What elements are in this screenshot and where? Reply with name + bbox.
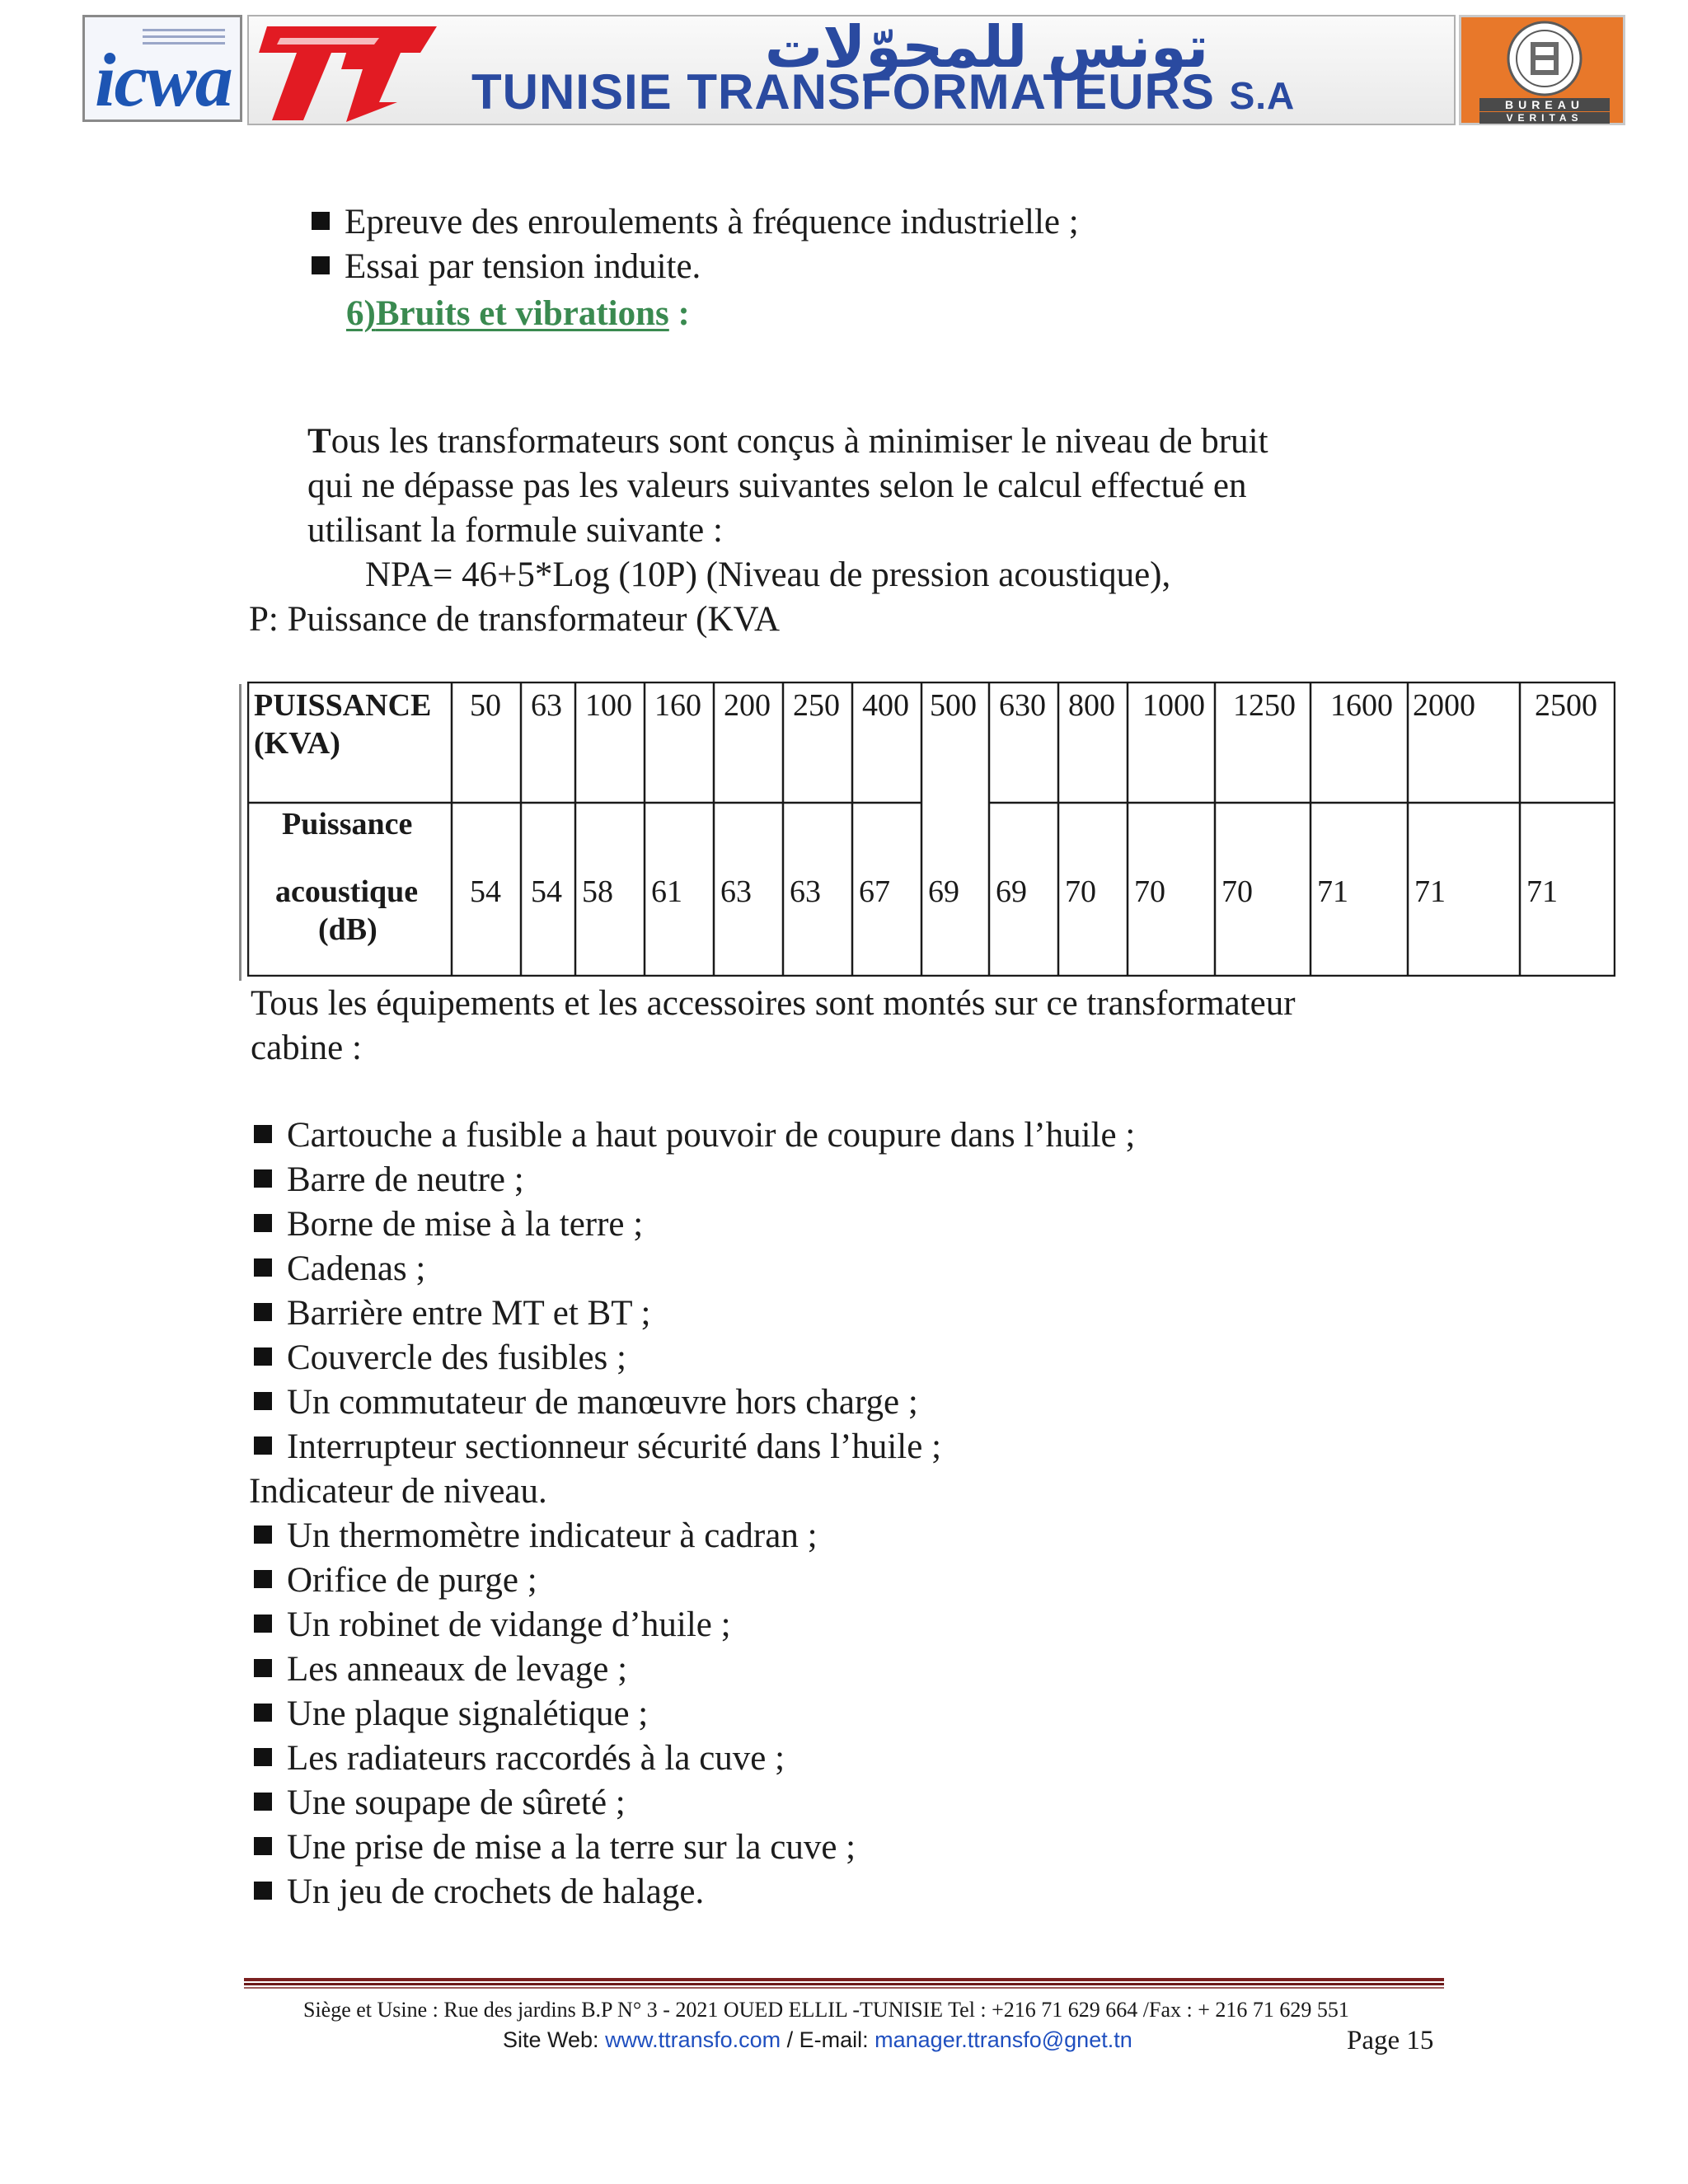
bullet-square-icon [254, 1169, 272, 1188]
icwa-logo [82, 15, 242, 122]
equipment-item-text: Un jeu de crochets de halage. [287, 1872, 705, 1911]
level-indicator-line: Indicateur de niveau. [249, 1472, 547, 1511]
bullet-square-icon [254, 1659, 272, 1677]
table-cell-acoustic: 70 [1134, 874, 1165, 909]
intro-line-1-text: ous les transformateurs sont conçus à minimiser le niveau de bruit [331, 422, 1268, 461]
table-cell-power: 63 [531, 688, 562, 723]
table-header-acoustic-2: acoustique [275, 874, 419, 909]
footer-email-label: / E-mail: [781, 2027, 875, 2052]
certifier-line-1: BUREAU [1479, 98, 1610, 111]
equipment-item [254, 1207, 643, 1242]
equipment-item-text: Un commutateur de manœuvre hors charge ; [287, 1383, 918, 1422]
equipment-item-text: Une prise de mise a la terre sur la cuve ; [287, 1828, 856, 1867]
bullet-square-icon [254, 1882, 272, 1900]
table-cell-acoustic: 71 [1317, 874, 1348, 909]
company-name [471, 64, 1452, 120]
company-name-arabic: تونس للمحوّلات [764, 13, 1209, 81]
table-cell-acoustic: 71 [1414, 874, 1446, 909]
tt-lightning-logo-icon [256, 20, 445, 124]
table-cell-power: 1250 [1233, 688, 1296, 723]
table-cell-power: 250 [793, 688, 840, 723]
table-cell-acoustic: 54 [531, 874, 562, 909]
table-cell-acoustic: 58 [582, 874, 613, 909]
test-item [312, 204, 1079, 240]
table-cell-power: 50 [470, 688, 501, 723]
table-cell-power: 100 [585, 688, 632, 723]
table-cell-power: 1600 [1330, 688, 1393, 723]
section-6-heading [346, 296, 690, 331]
equipment-item-text: Barre de neutre ; [287, 1160, 524, 1199]
table-cell-power: 1000 [1142, 688, 1205, 723]
equipment-item-text: Les anneaux de levage ; [287, 1650, 628, 1689]
equipment-item-text: Interrupteur sectionneur sécurité dans l’huile ; [287, 1427, 942, 1466]
equipment-item [254, 1652, 627, 1687]
footer-website-link[interactable]: www.ttransfo.com [605, 2027, 781, 2052]
table-cell-acoustic: 54 [470, 874, 501, 909]
test-item-text: Essai par tension induite. [345, 247, 701, 286]
equipment-item [254, 1607, 731, 1643]
equipment-item-text: Cadenas ; [287, 1249, 426, 1288]
bullet-square-icon [254, 1436, 272, 1455]
equipment-item-text: Orifice de purge ; [287, 1561, 537, 1600]
bullet-square-icon [254, 1526, 272, 1544]
equipment-item [254, 1696, 648, 1732]
p-definition: P: Puissance de transformateur (KVA [249, 600, 781, 639]
equipment-item [254, 1563, 537, 1598]
icwa-logo-text: icwa [95, 38, 232, 122]
table-header-power: PUISSANCE [254, 688, 432, 723]
equipment-item-text: Les radiateurs raccordés à la cuve ; [287, 1739, 785, 1778]
section-6-suffix: : [668, 294, 690, 333]
bullet-square-icon [254, 1125, 272, 1143]
equipment-item-text: Borne de mise à la terre ; [287, 1205, 644, 1244]
intro-line-3: utilisant la formule suivante : [307, 511, 723, 550]
certifier-line-2: VERITAS [1479, 112, 1610, 124]
table-margin-bar [239, 684, 241, 981]
intro-line-2: qui ne dépasse pas les valeurs suivantes selon le calcul effectué en [307, 466, 1247, 505]
equipment-item [254, 1429, 941, 1465]
equipment-item [254, 1162, 524, 1197]
table-cell-power: 160 [654, 688, 701, 723]
section-6-number: 6) [346, 294, 376, 333]
equipment-intro-line-1: Tous les équipements et les accessoires sont montés sur ce transformateur [251, 984, 1296, 1023]
noise-table [247, 682, 1615, 977]
company-name-main: TUNISIE TRANSFORMATEURS [471, 64, 1215, 120]
bullet-square-icon [254, 1837, 272, 1855]
table-cell-acoustic: 70 [1065, 874, 1096, 909]
footer-contact [503, 2027, 1132, 2053]
equipment-item [254, 1830, 856, 1865]
company-logo-block [247, 15, 1456, 125]
bullet-square-icon [254, 1303, 272, 1321]
equipment-item-text: Une soupape de sûreté ; [287, 1783, 626, 1822]
page-number: Page 15 [1347, 2026, 1434, 2055]
company-name-suffix: S.A [1229, 74, 1296, 117]
table-cell-power: 2500 [1535, 688, 1597, 723]
bullet-square-icon [254, 1392, 272, 1410]
equipment-item-text: Barrière entre MT et BT ; [287, 1294, 651, 1333]
equipment-item-text: Un robinet de vidange d’huile ; [287, 1605, 731, 1644]
bullet-square-icon [254, 1214, 272, 1232]
table-cell-acoustic: 69 [996, 874, 1027, 909]
table-header-acoustic: Puissance [282, 807, 413, 841]
bullet-square-icon [254, 1793, 272, 1811]
equipment-item [254, 1741, 785, 1776]
bullet-square-icon [312, 256, 330, 274]
table-cell-power: 2000 [1413, 688, 1475, 723]
npa-formula: NPA= 46+5*Log (10P) (Niveau de pression acoustique), [365, 555, 1171, 594]
equipment-intro-line-2: cabine : [251, 1029, 362, 1067]
table-cell-power: 400 [862, 688, 909, 723]
test-item [312, 249, 701, 284]
table-cell-acoustic: 61 [651, 874, 682, 909]
table-cell-acoustic: 63 [720, 874, 752, 909]
bullet-square-icon [312, 212, 330, 230]
table-cell-acoustic: 67 [859, 874, 890, 909]
section-6-title: Bruits et vibrations [375, 294, 669, 333]
equipment-item-text: Couvercle des fusibles ; [287, 1338, 626, 1377]
table-header-acoustic-unit: (dB) [318, 912, 377, 947]
equipment-item [254, 1785, 626, 1821]
noise-table-grid [247, 682, 1615, 977]
table-cell-acoustic: 69 [928, 874, 959, 909]
equipment-item-text: Une plaque signalétique ; [287, 1694, 649, 1733]
table-cell-power: 800 [1068, 688, 1115, 723]
equipment-item [254, 1385, 918, 1420]
intro-line-1 [307, 424, 1268, 459]
equipment-item [254, 1874, 704, 1910]
equipment-item [254, 1296, 650, 1331]
bureau-veritas-seal-icon [1461, 17, 1628, 98]
bullet-square-icon [254, 1570, 272, 1588]
header-banner [82, 15, 1625, 125]
equipment-item [254, 1518, 818, 1554]
footer-address: Siège et Usine : Rue des jardins B.P N° 3 - 2021 OUED ELLIL -TUNISIE Tel : +216 71 629 664 /Fax : + 216 71 629 551 [303, 1998, 1349, 2022]
intro-first-letter: T [307, 422, 331, 461]
table-cell-acoustic: 63 [790, 874, 821, 909]
bullet-square-icon [254, 1704, 272, 1722]
bullet-square-icon [254, 1258, 272, 1277]
equipment-item [254, 1340, 626, 1376]
table-cell-power: 500 [930, 688, 977, 723]
footer-email-link[interactable]: manager.ttransfo@gnet.tn [874, 2027, 1132, 2052]
bullet-square-icon [254, 1347, 272, 1366]
table-cell-power: 630 [999, 688, 1046, 723]
table-cell-acoustic: 71 [1526, 874, 1558, 909]
bullet-square-icon [254, 1748, 272, 1766]
bureau-veritas-logo [1459, 15, 1625, 125]
equipment-item-text: Un thermomètre indicateur à cadran ; [287, 1516, 818, 1555]
equipment-item [254, 1251, 425, 1286]
table-header-power-unit: (KVA) [254, 726, 340, 761]
test-item-text: Epreuve des enroulements à fréquence industrielle ; [345, 203, 1079, 241]
table-cell-acoustic: 70 [1221, 874, 1253, 909]
equipment-item [254, 1118, 1135, 1153]
footer-web-label: Site Web: [503, 2027, 606, 2052]
bullet-square-icon [254, 1615, 272, 1633]
equipment-item-text: Cartouche a fusible a haut pouvoir de coupure dans l’huile ; [287, 1116, 1136, 1155]
table-cell-power: 200 [724, 688, 771, 723]
